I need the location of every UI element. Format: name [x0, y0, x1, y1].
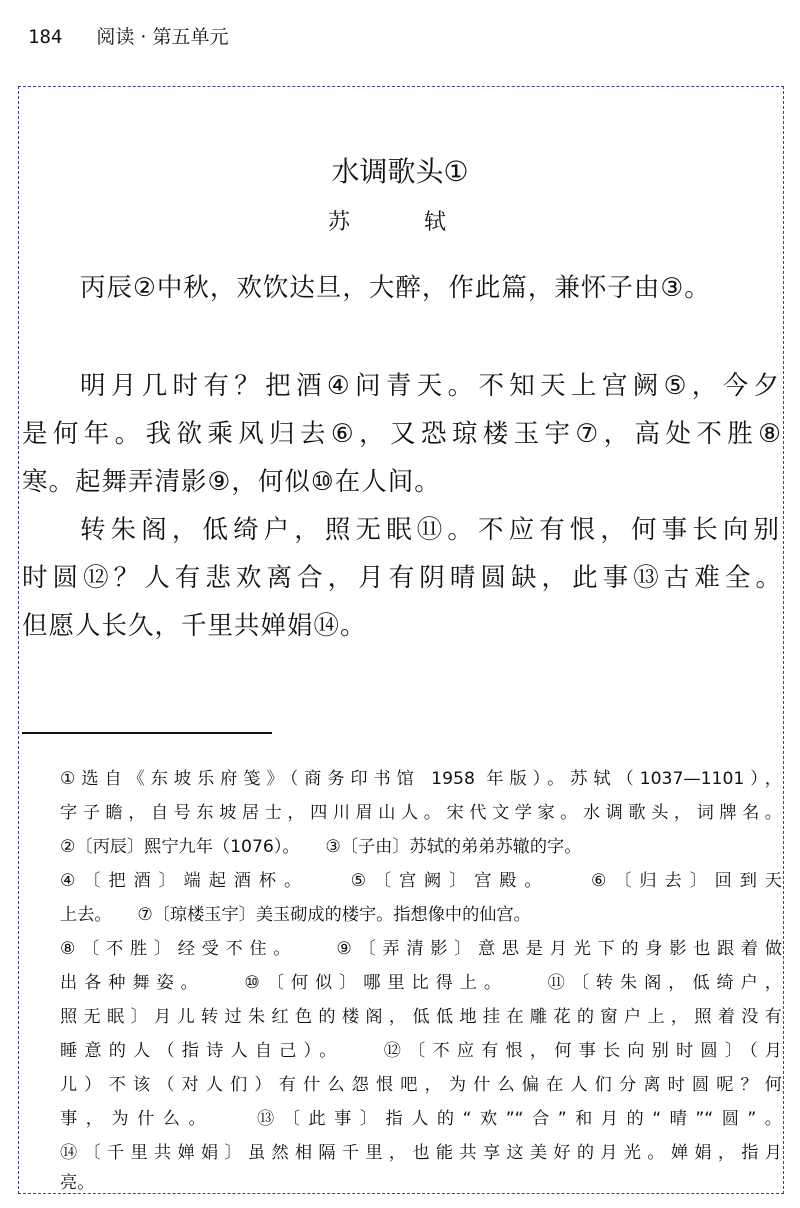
footnote-line: 睡意的人（指诗人自己）。 ⑫〔不应有恨，何事长向别时圆〕（月 [60, 1041, 782, 1061]
poem-line: 但愿人长久，千里共婵娟⑭。 [22, 611, 367, 641]
footnote-divider [22, 732, 272, 734]
poem-line: 明月几时有？把酒④问青天。不知天上宫阙⑤，今夕 [80, 371, 780, 401]
footnote-line: ②〔丙辰〕熙宁九年（1076）。 ③〔子由〕苏轼的弟弟苏辙的字。 [60, 837, 582, 857]
footnote-line: 字子瞻，自号东坡居士，四川眉山人。宋代文学家。水调歌头，词牌名。 [60, 803, 782, 823]
footnote-line: ④〔把酒〕端起酒杯。 ⑤〔宫阙〕宫殿。 ⑥〔归去〕回到天 [60, 871, 782, 891]
page-header [28, 22, 229, 49]
footnote-line: 儿）不该（对人们）有什么怨恨吧，为什么偏在人们分离时圆呢？何 [60, 1075, 782, 1095]
footnote-line: 亮。 [60, 1173, 95, 1193]
footnote-line: ①选自《东坡乐府笺》（商务印书馆 1958 年版）。苏轼（1037—1101）， [60, 769, 782, 789]
poem-preface: 丙辰②中秋，欢饮达旦，大醉，作此篇，兼怀子由③。 [80, 273, 711, 303]
poem-line: 时圆⑫？人有悲欢离合，月有阴晴圆缺，此事⑬古难全。 [22, 563, 782, 593]
poem-line: 转朱阁，低绮户，照无眠⑪。不应有恨，何事长向别 [80, 515, 780, 545]
section-title: 阅读 · 第五单元 [96, 26, 229, 48]
footnote-line: ⑧〔不胜〕经受不住。 ⑨〔弄清影〕意思是月光下的身影也跟着做 [60, 939, 782, 959]
poem-author: 苏 轼 [327, 210, 472, 235]
footnote-line: 照无眠〕月儿转过朱红色的楼阁，低低地挂在雕花的窗户上，照着没有 [60, 1007, 782, 1027]
footnote-line: 事，为什么。 ⑬〔此事〕指人的“欢”“合”和月的“晴”“圆”。 [60, 1109, 782, 1129]
footnote-line: ⑭〔千里共婵娟〕虽然相隔千里，也能共享这美好的月光。婵娟，指月 [60, 1143, 782, 1163]
page-number: 184 [28, 26, 63, 48]
footnote-line: 上去。 ⑦〔琼楼玉宇〕美玉砌成的楼宇。指想像中的仙宫。 [60, 905, 531, 925]
poem-line: 是何年。我欲乘风归去⑥，又恐琼楼玉宇⑦，高处不胜⑧ [22, 419, 782, 449]
poem-title: 水调歌头① [331, 155, 469, 188]
footnote-line: 出各种舞姿。 ⑩〔何似〕哪里比得上。 ⑪〔转朱阁，低绮户， [60, 973, 782, 993]
poem-line: 寒。起舞弄清影⑨，何似⑩在人间。 [22, 467, 441, 497]
